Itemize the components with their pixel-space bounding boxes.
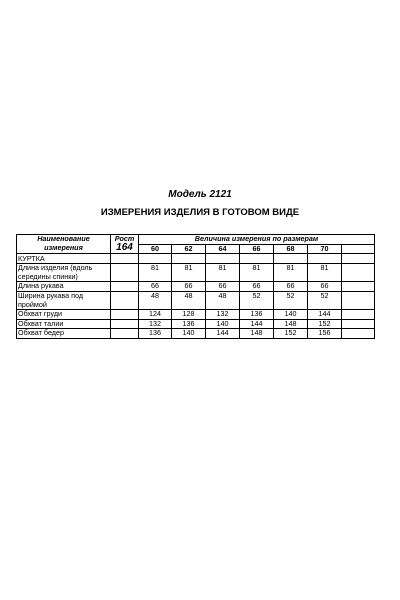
empty-cell [172,254,206,264]
measurement-value: 124 [139,310,172,320]
measurement-value: 52 [274,291,308,309]
measurement-value: 136 [139,329,172,339]
size-header: 60 [139,244,172,254]
measurements-table [16,234,375,339]
empty-cell [240,254,274,264]
empty-cell [308,254,342,264]
empty-cell [274,254,308,264]
measurement-value: 152 [274,329,308,339]
empty-cell [342,282,375,292]
measurement-value: 81 [274,264,308,282]
measurement-value: 66 [240,282,274,292]
size-header: 64 [206,244,240,254]
empty-cell [342,319,375,329]
height-column-header [111,235,139,254]
empty-cell [342,329,375,339]
table-row [17,329,375,339]
height-value: 164 [116,241,133,253]
measurement-value: 132 [206,310,240,320]
measurement-value: 66 [308,282,342,292]
height-cell [111,329,139,339]
measurement-value: 136 [240,310,274,320]
size-header: 70 [308,244,342,254]
measurement-value: 144 [308,310,342,320]
measurement-value: 128 [172,310,206,320]
measurement-value: 148 [274,319,308,329]
empty-cell [342,244,375,254]
measurement-value: 144 [206,329,240,339]
measurement-name: Длина рукава [17,282,111,292]
measurement-value: 52 [308,291,342,309]
measurement-value: 140 [206,319,240,329]
empty-cell [342,254,375,264]
measurement-value: 52 [240,291,274,309]
measurement-value: 144 [240,319,274,329]
empty-cell [139,254,172,264]
measurement-value: 66 [172,282,206,292]
header-row [17,235,375,245]
measurement-value: 66 [274,282,308,292]
empty-cell [206,254,240,264]
measurement-value: 81 [240,264,274,282]
table-row [17,264,375,282]
size-header: 66 [240,244,274,254]
measurement-name: Обхват бедер [17,329,111,339]
section-label: КУРТКА [17,254,111,264]
height-label: Рост [114,234,135,243]
table-row [17,310,375,320]
measurement-name: Обхват груди [17,310,111,320]
section-row [17,254,375,264]
empty-cell [342,291,375,309]
measurement-value: 140 [172,329,206,339]
table-row [17,291,375,309]
measurement-value: 48 [172,291,206,309]
measurement-value: 81 [206,264,240,282]
measurement-value: 48 [206,291,240,309]
height-cell [111,310,139,320]
size-header: 62 [172,244,206,254]
measurement-value: 81 [172,264,206,282]
measurement-value: 81 [139,264,172,282]
measurement-value: 48 [139,291,172,309]
size-header: 68 [274,244,308,254]
sizes-caption: Величина измерения по размерам [139,235,375,245]
measurement-value: 81 [308,264,342,282]
name-column-header: Наименование измерения [17,235,111,254]
measurement-name: Ширина рукава под проймой [17,291,111,309]
height-cell [111,282,139,292]
height-cell [111,291,139,309]
empty-cell [342,310,375,320]
table-row [17,282,375,292]
measurement-value: 132 [139,319,172,329]
model-title: Модель 2121 [168,189,232,200]
empty-cell [342,264,375,282]
table-row [17,319,375,329]
height-cell [111,319,139,329]
measurement-value: 148 [240,329,274,339]
measurement-name: Обхват талии [17,319,111,329]
measurement-value: 136 [172,319,206,329]
measurement-value: 156 [308,329,342,339]
measurement-value: 152 [308,319,342,329]
measurement-value: 66 [139,282,172,292]
measurement-value: 66 [206,282,240,292]
height-cell [111,264,139,282]
measurement-value: 140 [274,310,308,320]
measurement-name: Длина изделия (вдоль середины спинки) [17,264,111,282]
document-heading: ИЗМЕРЕНИЯ ИЗДЕЛИЯ В ГОТОВОМ ВИДЕ [100,207,300,218]
empty-cell [111,254,139,264]
